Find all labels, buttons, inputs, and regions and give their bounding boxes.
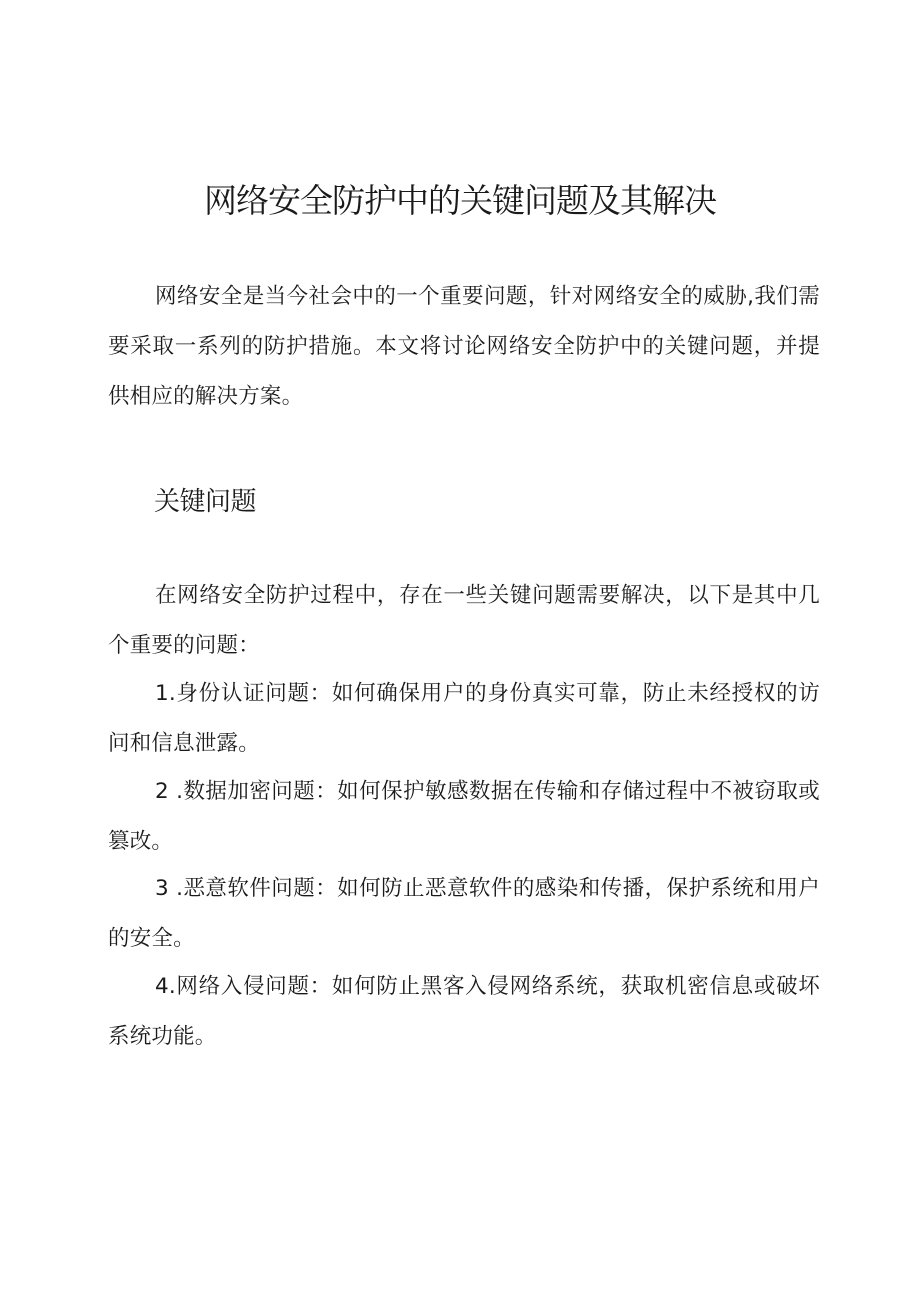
list-item: 2 .数据加密问题：如何保护敏感数据在传输和存储过程中不被窃取或篡改。 [108, 779, 820, 854]
list-item: 1.身份认证问题：如何确保用户的身份真实可靠，防止未经授权的访问和信息泄露。 [108, 681, 820, 756]
document-title: 网络安全防护中的关键问题及其解决 [204, 181, 716, 220]
intro-paragraph: 网络安全是当今社会中的一个重要问题，针对网络安全的威胁,我们需要采取一系列的防护措施。本文将讨论网络安全防护中的关键问题，并提供相应的解决方案。 [108, 284, 820, 409]
list-item: 3 .恶意软件问题：如何防止恶意软件的感染和传播，保护系统和用户的安全。 [108, 876, 820, 951]
section-heading: 关键问题 [154, 487, 257, 517]
list-item: 4.网络入侵问题：如何防止黑客入侵网络系统，获取机密信息或破坏系统功能。 [108, 974, 820, 1049]
lead-paragraph: 在网络安全防护过程中，存在一些关键问题需要解决，以下是其中几个重要的问题： [108, 583, 820, 658]
